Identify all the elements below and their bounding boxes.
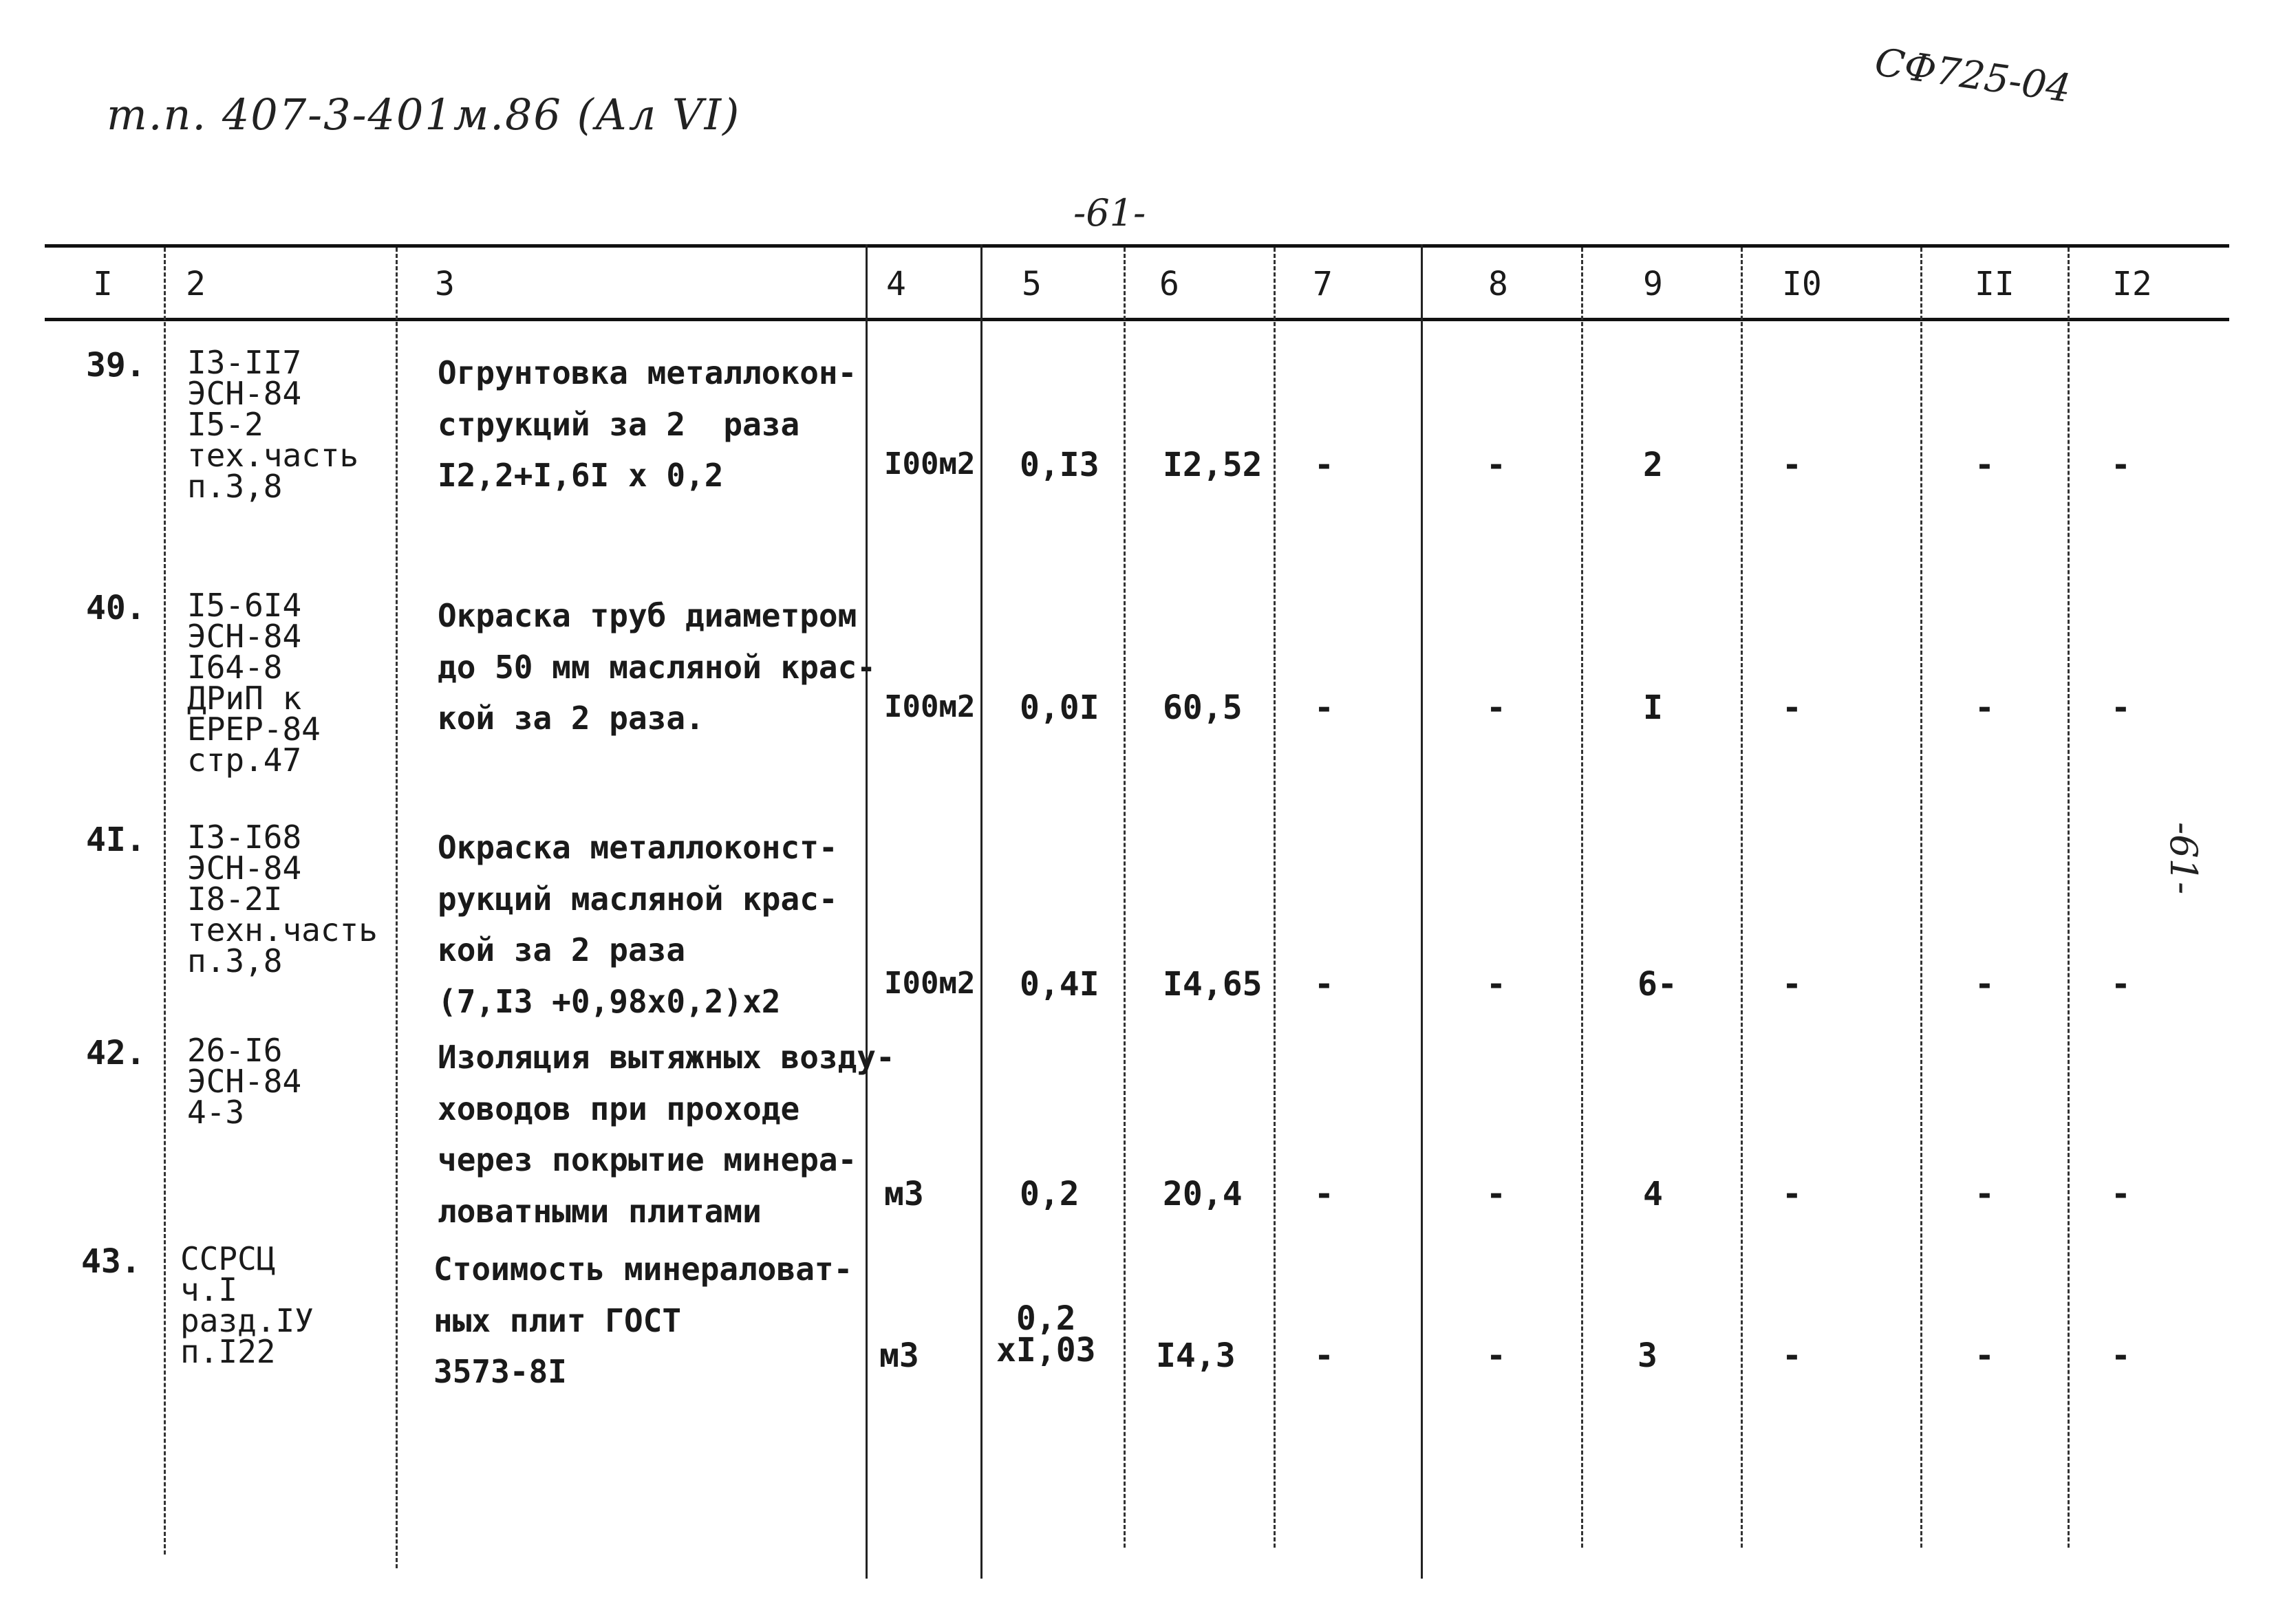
col9-value: I bbox=[1643, 689, 1663, 727]
column-divider bbox=[1920, 248, 1922, 1548]
column-header-12: I2 bbox=[2112, 265, 2152, 303]
column-divider bbox=[980, 244, 983, 1579]
norm-code: 26-I6 ЭСН-84 4-3 bbox=[187, 1032, 302, 1132]
col7-value: - bbox=[1314, 1336, 1334, 1375]
col11-value: - bbox=[1975, 689, 1995, 727]
col7-value: - bbox=[1314, 689, 1334, 727]
row-number: 42. bbox=[86, 1034, 146, 1072]
col9-value: 4 bbox=[1643, 1175, 1663, 1213]
row-number: 4I. bbox=[86, 821, 146, 859]
column-header-7: 7 bbox=[1313, 265, 1333, 303]
col12-value: - bbox=[2111, 1336, 2131, 1375]
column-header-8: 8 bbox=[1488, 265, 1508, 303]
column-divider bbox=[1581, 248, 1583, 1548]
col9-value: 2 bbox=[1643, 446, 1663, 484]
col12-value: - bbox=[2111, 965, 2131, 1004]
table-top-rule bbox=[45, 244, 2229, 248]
col8-value: - bbox=[1486, 689, 1506, 727]
unit: I00м2 bbox=[884, 689, 976, 724]
document-code-right: СФ725-04 bbox=[1871, 40, 2074, 112]
quantity: 0,2 xI,03 bbox=[996, 1299, 1096, 1369]
column-divider bbox=[164, 248, 166, 1555]
column-header-11: II bbox=[1975, 265, 2015, 303]
column-divider bbox=[396, 248, 398, 1568]
col8-value: - bbox=[1486, 1336, 1506, 1375]
unit-price: 60,5 bbox=[1163, 689, 1243, 727]
norm-code: I3-II7 ЭСН-84 I5-2 тех.часть п.3,8 bbox=[187, 344, 359, 506]
col9-value: 3 bbox=[1638, 1336, 1657, 1375]
col7-value: - bbox=[1314, 965, 1334, 1004]
column-divider bbox=[1124, 248, 1126, 1548]
col8-value: - bbox=[1486, 965, 1506, 1004]
col11-value: - bbox=[1975, 965, 1995, 1004]
unit-price: 20,4 bbox=[1163, 1175, 1243, 1213]
col7-value: - bbox=[1314, 446, 1334, 484]
column-header-4: 4 bbox=[886, 265, 906, 303]
quantity: 0,2 bbox=[1020, 1175, 1080, 1213]
column-header-9: 9 bbox=[1643, 265, 1663, 303]
column-header-2: 2 bbox=[186, 265, 206, 303]
page-number-side: -61- bbox=[2162, 822, 2205, 895]
unit: м3 bbox=[879, 1336, 919, 1375]
column-divider bbox=[1274, 248, 1276, 1548]
table-header-rule bbox=[45, 318, 2229, 321]
col10-value: - bbox=[1782, 689, 1802, 727]
col10-value: - bbox=[1782, 446, 1802, 484]
col8-value: - bbox=[1486, 1175, 1506, 1213]
column-header-6: 6 bbox=[1159, 265, 1179, 303]
column-header-10: I0 bbox=[1782, 265, 1822, 303]
col12-value: - bbox=[2111, 446, 2131, 484]
col9-value: 6- bbox=[1638, 965, 1677, 1004]
unit: I00м2 bbox=[884, 966, 976, 1001]
unit-price: I4,65 bbox=[1163, 965, 1263, 1004]
col11-value: - bbox=[1975, 1175, 1995, 1213]
col8-value: - bbox=[1486, 446, 1506, 484]
unit-price: I4,3 bbox=[1156, 1336, 1236, 1375]
unit-price: I2,52 bbox=[1163, 446, 1263, 484]
quantity: 0,4I bbox=[1020, 965, 1099, 1004]
col11-value: - bbox=[1975, 1336, 1995, 1375]
norm-code: I5-6I4 ЭСН-84 I64-8 ДРиП к ЕРЕР-84 стр.47 bbox=[187, 587, 321, 779]
column-divider bbox=[1421, 244, 1423, 1579]
column-divider bbox=[2068, 248, 2070, 1548]
col11-value: - bbox=[1975, 446, 1995, 484]
norm-code: I3-I68 ЭСН-84 I8-2I техн.часть п.3,8 bbox=[187, 819, 378, 980]
col12-value: - bbox=[2111, 1175, 2131, 1213]
work-description: Окраска труб диаметром до 50 мм масляной крас- кой за 2 раза. bbox=[438, 597, 876, 737]
column-header-1: I bbox=[93, 265, 113, 303]
quantity: 0,I3 bbox=[1020, 446, 1099, 484]
col7-value: - bbox=[1314, 1175, 1334, 1213]
column-header-3: 3 bbox=[435, 265, 455, 303]
document-code: т.п. 407-3-401м.86 (Ал VI) bbox=[107, 89, 741, 140]
row-number: 43. bbox=[81, 1242, 141, 1281]
work-description: Огрунтовка металлокон- струкций за 2 раза I2,2+I,6I x 0,2 bbox=[438, 354, 857, 495]
norm-code: ССРСЦ ч.I разд.IУ п.I22 bbox=[180, 1240, 314, 1371]
col10-value: - bbox=[1782, 965, 1802, 1004]
column-divider bbox=[1741, 248, 1743, 1548]
row-number: 40. bbox=[86, 589, 146, 627]
work-description: Стоимость минераловат- ных плит ГОСТ 3573-8I bbox=[433, 1251, 853, 1391]
unit: I00м2 bbox=[884, 446, 976, 481]
column-divider bbox=[866, 244, 868, 1579]
work-description: Окраска металлоконст- рукций масляной крас- кой за 2 раза (7,I3 +0,98x0,2)x2 bbox=[438, 829, 838, 1020]
work-description: Изоляция вытяжных возду- ховодов при проходе через покрытие минера- ловатными плитами bbox=[438, 1039, 895, 1230]
quantity: 0,0I bbox=[1020, 689, 1099, 727]
col12-value: - bbox=[2111, 689, 2131, 727]
col10-value: - bbox=[1782, 1175, 1802, 1213]
unit: м3 bbox=[884, 1175, 924, 1213]
page-number: -61- bbox=[1073, 191, 1146, 235]
col10-value: - bbox=[1782, 1336, 1802, 1375]
column-header-5: 5 bbox=[1022, 265, 1042, 303]
row-number: 39. bbox=[86, 346, 146, 385]
